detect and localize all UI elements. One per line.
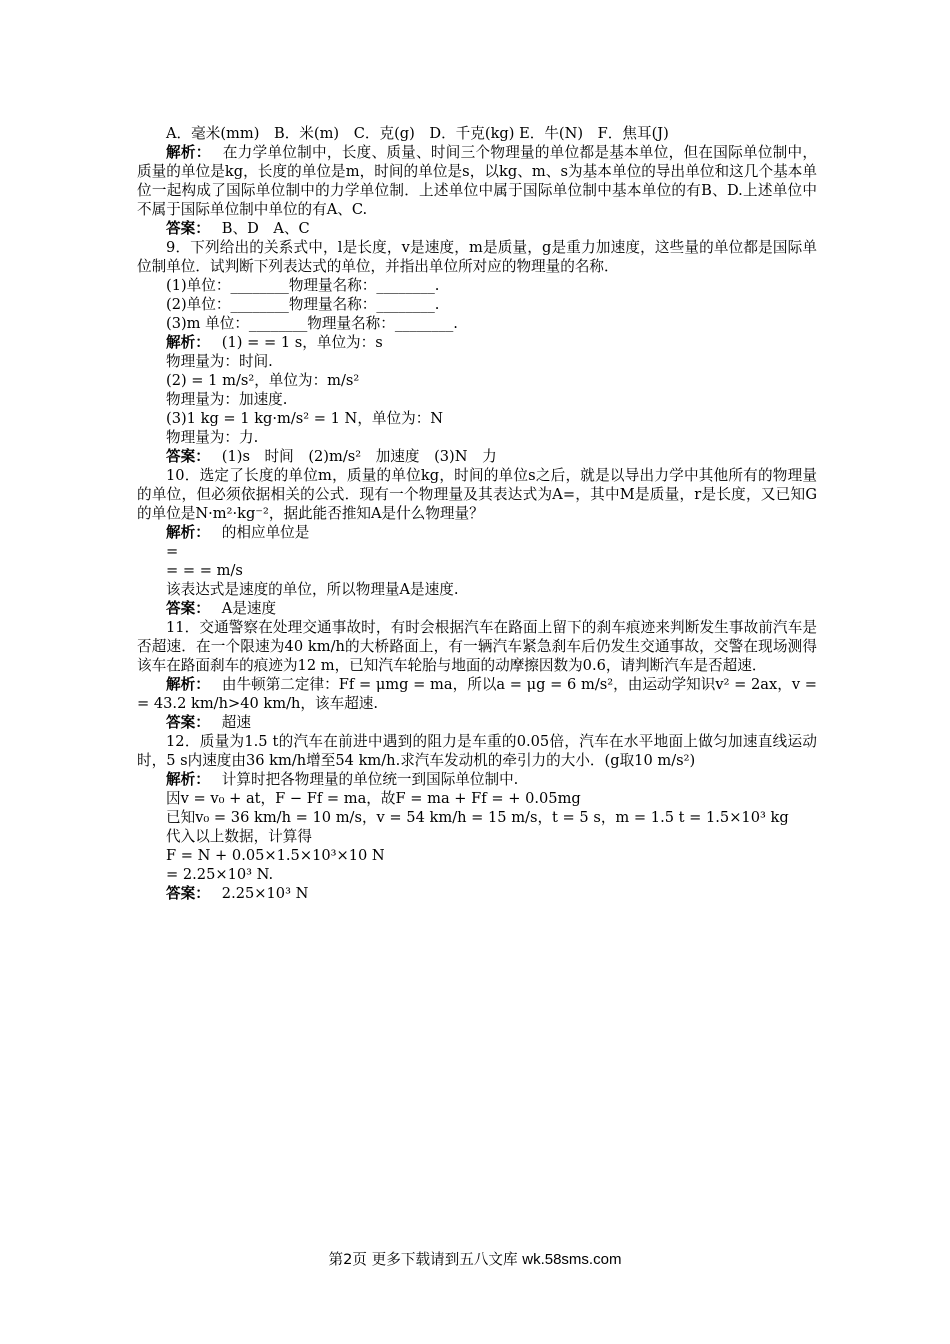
q10-analysis-1 [137,523,817,542]
q9-answer [137,447,817,466]
footer-site-link[interactable]: wk.58sms.com [522,1251,622,1268]
analysis-label: 解析： [166,144,211,161]
q8-answer [137,219,817,238]
q10-analysis-3: = = = m/s [166,562,243,579]
q9-analysis-1-text: (1) = = 1 s，单位为：s [221,334,383,351]
q9-blank-1: (1)单位：________物理量名称：________. [166,277,440,294]
q8-options: A．毫米(mm) B．米(m) C．克(g) D．千克(kg) E．牛(N) F．焦耳(J) [166,125,669,142]
q12-analysis-3: 已知v₀ = 36 km/h = 10 m/s，v = 54 km/h = 15 m/s，t = 5 s，m = 1.5 t = 1.5×10³ kg [166,809,789,826]
page-footer [0,1248,950,1269]
answer-label: 答案： [166,600,210,617]
analysis-label: 解析： [166,676,210,693]
q12-analysis-2: 因v = v₀ + at，F − Ff = ma，故F = ma + Ff = + 0.05mg [166,790,581,807]
q10-analysis-1-text: 的相应单位是 [221,524,310,541]
q11-answer-text: 超速 [221,714,251,731]
q8-answer-text: B、D A、C [221,220,310,237]
q9-analysis-1b: 物理量为：时间. [166,353,273,370]
answer-label: 答案： [166,714,210,731]
q12-analysis-6: = 2.25×10³ N. [166,866,274,883]
answer-label: 答案： [166,448,210,465]
q9-analysis-2b: 物理量为：加速度. [166,391,288,408]
q12-answer-text: 2.25×10³ N [221,885,309,902]
q9-analysis-3b: 物理量为：力. [166,429,259,446]
q9-answer-text: (1)s 时间 (2)m/s² 加速度 (3)N 力 [221,448,497,465]
q8-analysis-text: 在力学单位制中，长度、质量、时间三个物理量的单位都是基本单位，但在国际单位制中，质量的单位是kg，长度的单位是m，时间的单位是s，以kg、m、s为基本单位的导出单位和这几个基本单位一起构成了国际单位制中的力学单位制．上述单位中属于国际单位制中基本单位的有B、D.上述单位中不属于国际单位制中单位的有A、C. [137,144,817,218]
footer-text: 第2页 更多下载请到五八文库 [328,1251,518,1268]
q10-answer-text: A是速度 [221,600,277,617]
q11-answer [137,713,817,732]
q12-answer [137,884,817,903]
q9-analysis-1 [137,333,817,352]
q9-stem: 9．下列给出的关系式中，l是长度，v是速度，m是质量，g是重力加速度，这些量的单位都是国际单位制单位．试判断下列表达式的单位，并指出单位所对应的物理量的名称． [137,239,817,275]
q12-analysis-1 [137,770,817,789]
answer-label: 答案： [166,885,210,902]
q12-analysis-1-text: 计算时把各物理量的单位统一到国际单位制中. [221,771,519,788]
q9-analysis-3: (3)1 kg = 1 kg·m/s² = 1 N，单位为：N [166,410,444,427]
q12-analysis-4: 代入以上数据，计算得 [166,828,312,845]
q9-blank-2: (2)单位：________物理量名称：________. [166,296,440,313]
q9-analysis-2: (2) = 1 m/s²，单位为：m/s² [166,372,360,389]
q11-stem: 11．交通警察在处理交通事故时，有时会根据汽车在路面上留下的刹车痕迹来判断发生事故前汽车是否超速．在一个限速为40 km/h的大桥路面上，有一辆汽车紧急刹车后仍发生交通事故，交警在现场测得该车在路面刹车的痕迹为12 m，已知汽车轮胎与地面的动摩擦因数为0.6，请判断汽车是否超速． [137,619,817,674]
q10-answer [137,599,817,618]
q10-analysis-2: = [166,543,179,560]
q11-analysis [137,675,817,713]
analysis-label: 解析： [166,334,210,351]
q10-analysis-4: 该表达式是速度的单位，所以物理量A是速度. [166,581,459,598]
q12-stem: 12．质量为1.5 t的汽车在前进中遇到的阻力是车重的0.05倍，汽车在水平地面上做匀加速直线运动时，5 s内速度由36 km/h增至54 km/h.求汽车发动机的牵引力的大小．(g取10 m/s²) [137,733,817,769]
analysis-label: 解析： [166,771,210,788]
analysis-label: 解析： [166,524,210,541]
page-content [137,124,817,903]
q10-stem: 10．选定了长度的单位m，质量的单位kg，时间的单位s之后，就是以导出力学中其他所有的物理量的单位，但必须依据相关的公式．现有一个物理量及其表达式为A=，其中M是质量，r是长度，又已知G的单位是N·m²·kg⁻²，据此能否推知A是什么物理量？ [137,467,817,522]
q12-analysis-5: F = N + 0.05×1.5×10³×10 N [166,847,385,864]
answer-label: 答案： [166,220,210,237]
q8-analysis [137,143,817,219]
q11-analysis-text: 由牛顿第二定律：Ff = μmg = ma，所以a = μg = 6 m/s²，由运动学知识v² = 2ax，v = = 43.2 km/h>40 km/h，该车超速. [137,676,817,712]
q9-blank-3: (3)m 单位：________物理量名称：________. [166,315,458,332]
